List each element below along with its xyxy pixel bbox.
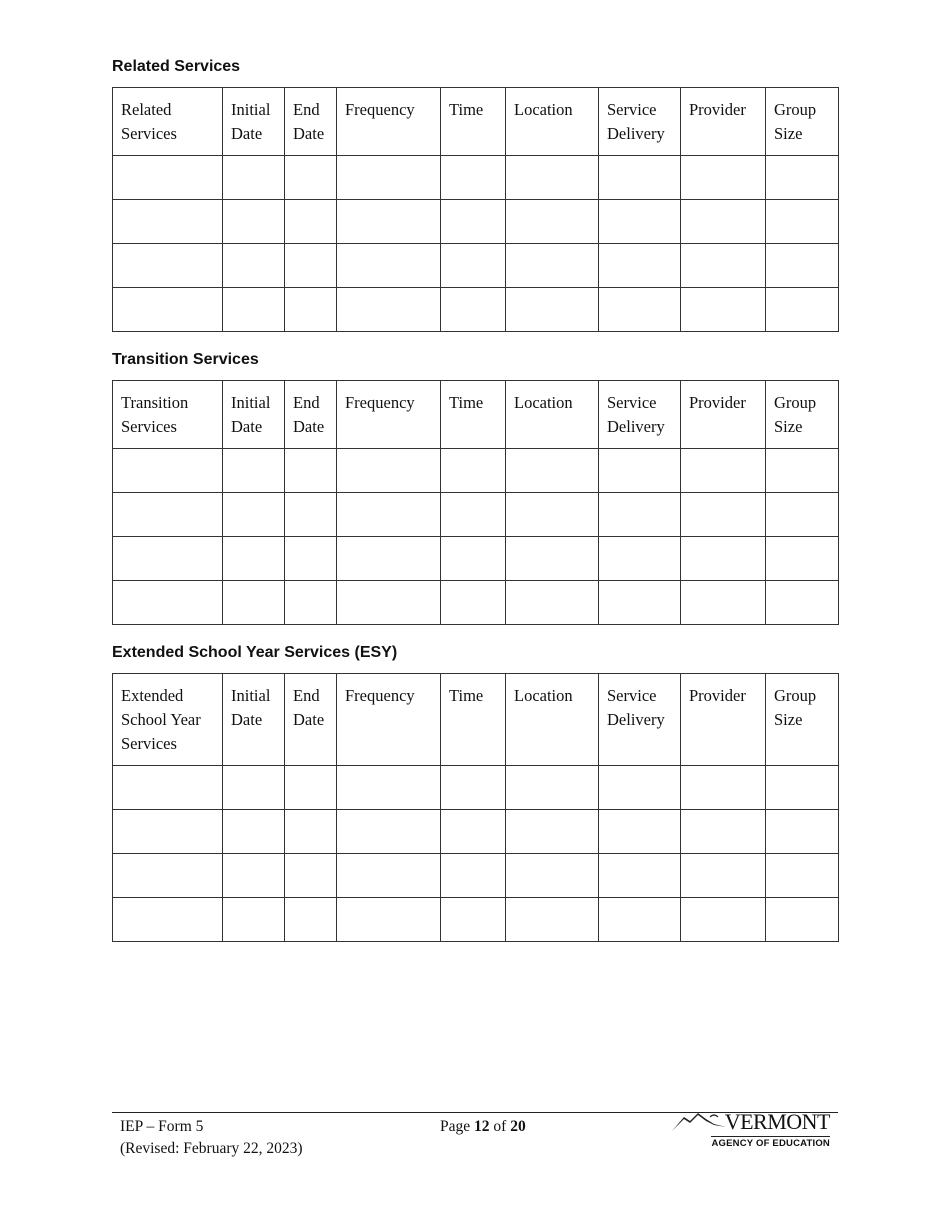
table-cell[interactable] xyxy=(681,244,766,288)
esy-services-table xyxy=(112,673,839,942)
table-cell[interactable] xyxy=(113,288,223,332)
column-header: Group Size xyxy=(766,381,839,449)
table-row xyxy=(113,156,839,200)
table-cell[interactable] xyxy=(113,200,223,244)
table-cell[interactable] xyxy=(223,581,285,625)
form-info xyxy=(120,1116,303,1160)
table-row xyxy=(113,449,839,493)
table-cell[interactable] xyxy=(113,537,223,581)
table-body xyxy=(113,156,839,332)
mountain-icon xyxy=(670,1111,728,1133)
table-cell[interactable] xyxy=(337,898,441,942)
page-of: of xyxy=(493,1118,507,1135)
column-header: End Date xyxy=(285,381,337,449)
table-cell[interactable] xyxy=(599,156,681,200)
table-cell[interactable] xyxy=(223,537,285,581)
table-cell[interactable] xyxy=(223,810,285,854)
table-cell[interactable] xyxy=(337,810,441,854)
column-header: Time xyxy=(441,88,506,156)
page-number xyxy=(440,1116,526,1138)
table-cell[interactable] xyxy=(441,766,506,810)
table-cell[interactable] xyxy=(766,288,839,332)
table-row xyxy=(113,288,839,332)
table-cell[interactable] xyxy=(506,766,599,810)
section-title-esy: Extended School Year Services (ESY) xyxy=(112,644,398,661)
table-cell[interactable] xyxy=(285,288,337,332)
column-header: Location xyxy=(506,674,599,766)
table-cell[interactable] xyxy=(766,898,839,942)
table-cell[interactable] xyxy=(223,854,285,898)
table-cell[interactable] xyxy=(599,898,681,942)
table-cell[interactable] xyxy=(681,537,766,581)
table-cell[interactable] xyxy=(766,854,839,898)
table-cell[interactable] xyxy=(506,810,599,854)
table-cell[interactable] xyxy=(441,288,506,332)
table-cell[interactable] xyxy=(113,810,223,854)
table-cell[interactable] xyxy=(337,581,441,625)
table-cell[interactable] xyxy=(285,766,337,810)
table-cell[interactable] xyxy=(506,898,599,942)
column-header: Provider xyxy=(681,674,766,766)
table-cell[interactable] xyxy=(681,766,766,810)
column-header: Related Services xyxy=(113,88,223,156)
table-cell[interactable] xyxy=(441,810,506,854)
table-row xyxy=(113,537,839,581)
table-cell[interactable] xyxy=(113,244,223,288)
column-header: Initial Date xyxy=(223,88,285,156)
table-cell[interactable] xyxy=(599,449,681,493)
table-cell[interactable] xyxy=(599,581,681,625)
table-cell[interactable] xyxy=(223,156,285,200)
table-cell[interactable] xyxy=(506,537,599,581)
table-cell[interactable] xyxy=(441,156,506,200)
table-cell[interactable] xyxy=(599,854,681,898)
table-cell[interactable] xyxy=(113,581,223,625)
table-cell[interactable] xyxy=(337,537,441,581)
column-header: Location xyxy=(506,88,599,156)
table-cell[interactable] xyxy=(285,200,337,244)
table-cell[interactable] xyxy=(681,449,766,493)
table-cell[interactable] xyxy=(113,854,223,898)
table-cell[interactable] xyxy=(599,810,681,854)
table-cell[interactable] xyxy=(441,493,506,537)
table-cell[interactable] xyxy=(113,449,223,493)
page-prefix: Page xyxy=(440,1118,471,1135)
column-header: Provider xyxy=(681,88,766,156)
table-row xyxy=(113,244,839,288)
column-header: Service Delivery xyxy=(599,674,681,766)
table-cell[interactable] xyxy=(599,200,681,244)
logo-wordmark: VERMONT xyxy=(724,1109,830,1134)
table-cell[interactable] xyxy=(113,898,223,942)
table-cell[interactable] xyxy=(766,810,839,854)
table-cell[interactable] xyxy=(599,288,681,332)
table-cell[interactable] xyxy=(506,581,599,625)
table-cell[interactable] xyxy=(599,244,681,288)
transition-services-table xyxy=(112,380,839,625)
table-body xyxy=(113,449,839,625)
table-cell[interactable] xyxy=(223,898,285,942)
table-cell[interactable] xyxy=(441,200,506,244)
table-cell[interactable] xyxy=(506,493,599,537)
column-header: End Date xyxy=(285,674,337,766)
table-cell[interactable] xyxy=(441,898,506,942)
column-header: Frequency xyxy=(337,381,441,449)
table-row xyxy=(113,493,839,537)
table-cell[interactable] xyxy=(337,854,441,898)
table-header-row xyxy=(113,88,839,156)
table-cell[interactable] xyxy=(506,156,599,200)
table-cell[interactable] xyxy=(681,156,766,200)
table-cell[interactable] xyxy=(681,810,766,854)
table-cell[interactable] xyxy=(681,200,766,244)
form-name: IEP – Form 5 xyxy=(120,1118,204,1135)
table-cell[interactable] xyxy=(766,244,839,288)
table-cell[interactable] xyxy=(223,449,285,493)
table-cell[interactable] xyxy=(599,766,681,810)
section-title-transition-services: Transition Services xyxy=(112,351,259,368)
column-header: Time xyxy=(441,381,506,449)
table-body xyxy=(113,766,839,942)
column-header: Service Delivery xyxy=(599,88,681,156)
column-header: Initial Date xyxy=(223,381,285,449)
table-cell[interactable] xyxy=(766,449,839,493)
logo-subtitle: AGENCY OF EDUCATION xyxy=(711,1138,830,1149)
vermont-aoe-logo xyxy=(670,1105,830,1153)
column-header: Service Delivery xyxy=(599,381,681,449)
table-cell[interactable] xyxy=(285,810,337,854)
column-header: Location xyxy=(506,381,599,449)
table-cell[interactable] xyxy=(285,581,337,625)
table-cell[interactable] xyxy=(285,244,337,288)
column-header: End Date xyxy=(285,88,337,156)
column-header: Group Size xyxy=(766,88,839,156)
table-row xyxy=(113,200,839,244)
table-cell[interactable] xyxy=(441,537,506,581)
table-cell[interactable] xyxy=(766,200,839,244)
column-header: Frequency xyxy=(337,88,441,156)
table-cell[interactable] xyxy=(681,493,766,537)
table-row xyxy=(113,581,839,625)
column-header: Frequency xyxy=(337,674,441,766)
column-header: Extended School Year Services xyxy=(113,674,223,766)
table-cell[interactable] xyxy=(113,156,223,200)
table-cell[interactable] xyxy=(441,244,506,288)
table-cell[interactable] xyxy=(599,493,681,537)
page-current: 12 xyxy=(474,1118,490,1135)
table-cell[interactable] xyxy=(223,200,285,244)
table-cell[interactable] xyxy=(766,156,839,200)
table-row xyxy=(113,898,839,942)
revision-date: (Revised: February 22, 2023) xyxy=(120,1140,303,1157)
table-cell[interactable] xyxy=(441,449,506,493)
table-cell[interactable] xyxy=(681,581,766,625)
table-cell[interactable] xyxy=(285,156,337,200)
table-header-row xyxy=(113,381,839,449)
table-cell[interactable] xyxy=(337,449,441,493)
table-cell[interactable] xyxy=(337,156,441,200)
table-cell[interactable] xyxy=(766,537,839,581)
table-cell[interactable] xyxy=(766,493,839,537)
table-cell[interactable] xyxy=(766,581,839,625)
related-services-table xyxy=(112,87,839,332)
table-cell[interactable] xyxy=(681,288,766,332)
table-cell[interactable] xyxy=(285,493,337,537)
table-cell[interactable] xyxy=(681,854,766,898)
table-cell[interactable] xyxy=(506,449,599,493)
table-cell[interactable] xyxy=(441,581,506,625)
table-cell[interactable] xyxy=(337,493,441,537)
table-row xyxy=(113,766,839,810)
table-cell[interactable] xyxy=(337,766,441,810)
table-cell[interactable] xyxy=(506,288,599,332)
column-header: Initial Date xyxy=(223,674,285,766)
table-cell[interactable] xyxy=(337,288,441,332)
column-header: Transition Services xyxy=(113,381,223,449)
table-cell[interactable] xyxy=(599,537,681,581)
table-cell[interactable] xyxy=(285,449,337,493)
table-row xyxy=(113,854,839,898)
page-total: 20 xyxy=(510,1118,526,1135)
table-cell[interactable] xyxy=(113,766,223,810)
section-title-related-services: Related Services xyxy=(112,58,241,75)
table-cell[interactable] xyxy=(337,244,441,288)
table-cell[interactable] xyxy=(441,854,506,898)
column-header: Provider xyxy=(681,381,766,449)
table-cell[interactable] xyxy=(766,766,839,810)
page-footer xyxy=(112,1109,838,1163)
table-cell[interactable] xyxy=(223,244,285,288)
table-cell[interactable] xyxy=(113,493,223,537)
table-cell[interactable] xyxy=(506,244,599,288)
column-header: Time xyxy=(441,674,506,766)
table-cell[interactable] xyxy=(285,854,337,898)
table-cell[interactable] xyxy=(285,898,337,942)
column-header: Group Size xyxy=(766,674,839,766)
table-cell[interactable] xyxy=(223,493,285,537)
table-cell[interactable] xyxy=(223,288,285,332)
table-cell[interactable] xyxy=(285,537,337,581)
table-cell[interactable] xyxy=(337,200,441,244)
table-cell[interactable] xyxy=(681,898,766,942)
table-row xyxy=(113,810,839,854)
table-cell[interactable] xyxy=(506,200,599,244)
table-cell[interactable] xyxy=(223,766,285,810)
table-header-row xyxy=(113,674,839,766)
table-cell[interactable] xyxy=(506,854,599,898)
